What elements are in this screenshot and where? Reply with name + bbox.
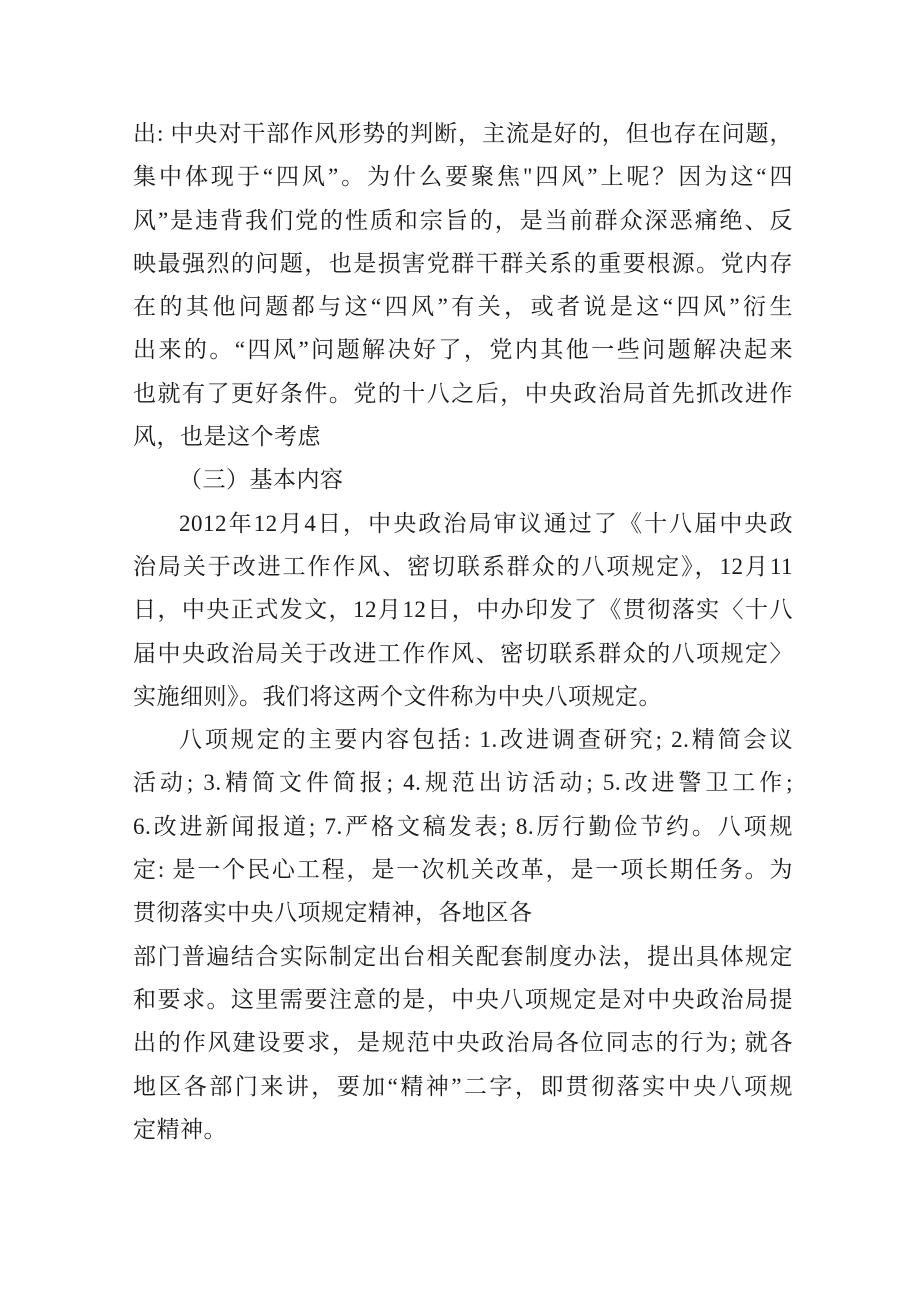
text-line: 和要求。这里需要注意的是，中央八项规定是对中央政治局提 <box>133 986 793 1012</box>
text-line: 出的作风建设要求，是规范中央政治局各位同志的行为; 就各 <box>133 1030 793 1056</box>
text-line: 风”是违背我们党的性质和宗旨的，是当前群众深恶痛绝、反 <box>133 207 793 233</box>
text-line: 也就有了更好条件。党的十八之后，中央政治局首先抓改进作 <box>133 380 793 406</box>
text-line: 集中体现于“四风”。为什么要聚焦"四风”上呢？因为这“四 <box>133 164 793 190</box>
text-line: 2012年12月4日，中央政治局审议通过了《十八届中央政 <box>179 510 793 536</box>
text-line: 定精神。 <box>133 1116 227 1142</box>
section-heading: （三）基本内容 <box>179 467 344 493</box>
text-line: 地区各部门来讲，要加“精神”二字，即贯彻落实中央八项规 <box>133 1073 793 1099</box>
text-line: 风，也是这个考虑 <box>133 424 321 450</box>
text-line: 日，中央正式发文，12月12日，中办印发了《贯彻落实〈十八 <box>133 597 793 623</box>
text-line: 治局关于改进工作作风、密切联系群众的八项规定》，12月11 <box>133 553 793 579</box>
text-line: 八项规定的主要内容包括: 1.改进调查研究; 2.精简会议 <box>179 727 793 753</box>
text-line: 出: 中央对干部作风形势的判断，主流是好的，但也存在问题， <box>133 121 793 146</box>
text-line: 贯彻落实中央八项规定精神，各地区各 <box>133 900 533 926</box>
text-line: 6.改进新闻报道; 7.严格文稿发表; 8.厉行勤俭节约。八项规 <box>133 813 793 839</box>
text-line: 定: 是一个民心工程，是一次机关改革，是一项长期任务。为 <box>133 857 793 883</box>
text-line: 实施细则》。我们将这两个文件称为中央八项规定。 <box>133 683 662 709</box>
text-line: 映最强烈的问题，也是损害党群干群关系的重要根源。党内存 <box>133 250 793 276</box>
text-line: 出来的。“四风”问题解决好了，党内其他一些问题解决起来 <box>133 337 793 363</box>
text-line: 活动; 3.精简文件简报; 4.规范出访活动; 5.改进警卫工作; <box>133 770 793 796</box>
text-block <box>133 112 793 1151</box>
text-line: 届中央政治局关于改进工作作风、密切联系群众的八项规定〉 <box>133 640 793 666</box>
text-line: 在的其他问题都与这“四风”有关，或者说是这“四风”衍生 <box>133 294 793 320</box>
text-line: 部门普遍结合实际制定出台相关配套制度办法，提出具体规定 <box>133 943 793 969</box>
